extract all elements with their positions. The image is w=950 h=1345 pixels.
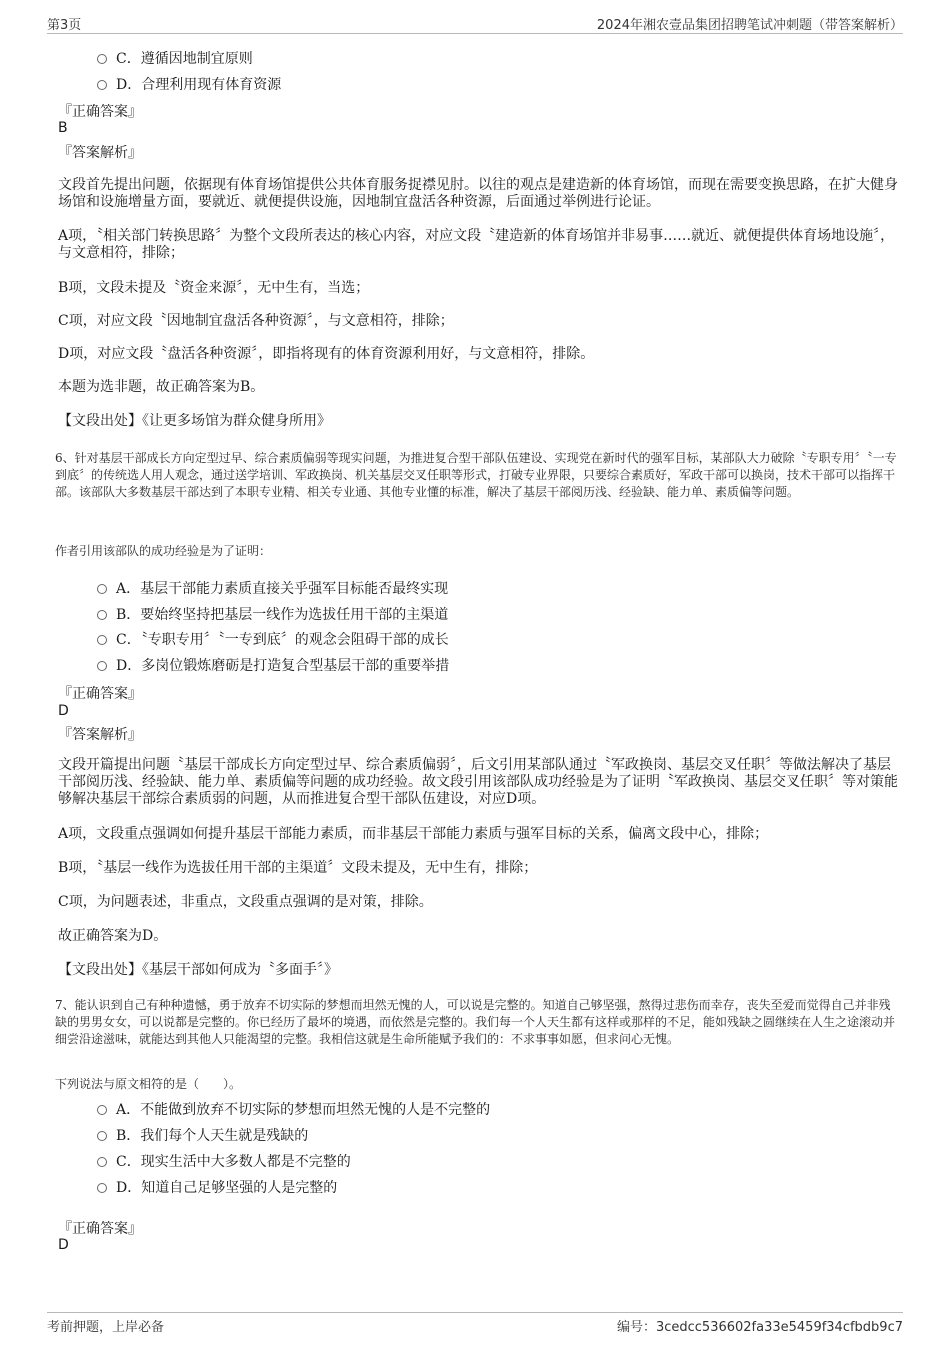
q6-analysis-label: 『答案解析』: [58, 727, 142, 743]
q6-stem: 6、针对基层干部成长方向定型过早、综合素质偏弱等现实问题，为推进复合型干部队伍建设、实现党在新时代的强军目标，某部队大力破除〝专职专用〞〝一专到底〞的传统选人用人观念，通过送学培训、军政换岗、机关基层交叉任职等形式，打破专业界限，只要综合素质好，军政干部可以换岗，技术干部可以指挥干部。该部队大多数基层干部达到了本职专业精、相关专业通、其他专业懂的标准，解决了基层干部阅历浅、经验缺、能力单、素质偏等问题。: [55, 451, 897, 499]
q6-question: 作者引用该部队的成功经验是为了证明：: [55, 544, 272, 558]
q6-source: 【文段出处】《基层干部如何成为〝多面手〞》: [58, 962, 338, 978]
q5-analysis-paragraph: D项，对应文段〝盘活各种资源〞，即指将现有的体育资源利用好，与文意相符，排除。: [58, 346, 595, 362]
footer-slogan: 考前押题，上岸必备: [47, 1320, 165, 1335]
radio-icon[interactable]: [97, 1105, 107, 1115]
document-title: 2024年湘农壹品集团招聘笔试冲刺题（带答案解析）: [596, 18, 903, 33]
q5-option-c[interactable]: C．遵循因地制宜原则: [97, 48, 253, 68]
radio-icon[interactable]: [97, 661, 107, 671]
q5-option-d[interactable]: D．合理利用现有体育资源: [97, 74, 281, 94]
q6-option-b[interactable]: B．要始终坚持把基层一线作为选拔任用干部的主渠道: [97, 604, 448, 624]
q6-analysis-paragraph: 故正确答案为D。: [58, 928, 168, 944]
q7-option-c[interactable]: C．现实生活中大多数人都是不完整的: [97, 1151, 351, 1171]
q5-analysis-paragraph: A项，〝相关部门转换思路〞为整个文段所表达的核心内容，对应文段〝建造新的体育场馆并非易事……就近、就便提供体育场地设施〞，与文意相符，排除；: [58, 228, 895, 261]
q5-analysis-paragraph: B项，文段未提及〝资金来源〞，无中生有，当选；: [58, 280, 370, 296]
q5-source: 【文段出处】《让更多场馆为群众健身所用》: [58, 413, 331, 429]
q7-answer-label: 『正确答案』: [58, 1221, 142, 1237]
q7-option-b[interactable]: B．我们每个人天生就是残缺的: [97, 1125, 308, 1145]
q5-analysis-label: 『答案解析』: [58, 145, 142, 161]
q7-stem: 7、能认识到自己有种种遗憾，勇于放弃不切实际的梦想而坦然无愧的人，可以说是完整的。知道自己够坚强，熬得过悲伤而幸存，丧失至爱而觉得自己并非残缺的男男女女，可以说都是完整的。你已经历了最坏的境遇，而依然是完整的。我们每一个人天生都有这样或那样的不足，能如残缺之圆继续在人生之途滚动并细尝沿途滋味，就能达到其他人只能渴望的完整。我相信这就是生命所能赋予我们的：不求事事如愿，但求问心无愧。: [55, 998, 896, 1046]
radio-icon[interactable]: [97, 635, 107, 645]
radio-icon[interactable]: [97, 1157, 107, 1167]
page-number: 第3页: [47, 18, 82, 33]
q6-answer-label: 『正确答案』: [58, 686, 142, 702]
q7-option-a[interactable]: A．不能做到放弃不切实际的梦想而坦然无愧的人是不完整的: [97, 1099, 490, 1119]
radio-icon[interactable]: [97, 584, 107, 594]
radio-icon[interactable]: [97, 54, 107, 64]
q6-analysis-paragraph: C项，为问题表述，非重点，文段重点强调的是对策，排除。: [58, 894, 433, 910]
radio-icon[interactable]: [97, 1183, 107, 1193]
q5-analysis-paragraph: 文段首先提出问题，依据现有体育场馆提供公共体育服务捉襟见肘。以往的观点是建造新的体育场馆，而现在需要变换思路，在扩大健身场馆和设施增量方面，要就近、就便提供设施，因地制宜盘活各种资源，后面通过举例进行论证。: [58, 177, 898, 210]
q7-option-d[interactable]: D．知道自己足够坚强的人是完整的: [97, 1177, 337, 1197]
q6-option-d[interactable]: D．多岗位锻炼磨砺是打造复合型基层干部的重要举措: [97, 655, 449, 675]
q5-analysis-paragraph: C项，对应文段〝因地制宜盘活各种资源〞，与文意相符，排除；: [58, 313, 454, 329]
q7-answer: D: [58, 1237, 69, 1253]
document-id: 编号：3cedcc536602fa33e5459f34cfbdb9c7: [616, 1320, 903, 1335]
q5-answer-label: 『正确答案』: [58, 104, 142, 120]
radio-icon[interactable]: [97, 80, 107, 90]
q6-analysis-paragraph: B项，〝基层一线作为选拔任用干部的主渠道〞文段未提及，无中生有，排除；: [58, 860, 538, 876]
q6-answer: D: [58, 703, 69, 719]
q5-analysis-paragraph: 本题为选非题，故正确答案为B。: [58, 379, 265, 395]
radio-icon[interactable]: [97, 1131, 107, 1141]
q6-analysis-paragraph: A项，文段重点强调如何提升基层干部能力素质，而非基层干部能力素质与强军目标的关系，偏离文段中心，排除；: [58, 826, 769, 842]
radio-icon[interactable]: [97, 610, 107, 620]
q6-option-a[interactable]: A．基层干部能力素质直接关乎强军目标能否最终实现: [97, 578, 448, 598]
q7-question: 下列说法与原文相符的是（ ）。: [55, 1077, 242, 1091]
q6-option-c[interactable]: C．〝专职专用〞〝一专到底〞的观念会阻碍干部的成长: [97, 629, 449, 649]
page-header: [47, 14, 903, 34]
page-footer: [47, 1312, 903, 1335]
q6-analysis-paragraph: 文段开篇提出问题〝基层干部成长方向定型过早、综合素质偏弱〞，后文引用某部队通过〝军政换岗、基层交叉任职〞等做法解决了基层干部阅历浅、经验缺、能力单、素质偏等问题的成功经验。故文段引用该部队成功经验是为了证明〝军政换岗、基层交叉任职〞等对策能够解决基层干部综合素质弱的问题，从而推进复合型干部队伍建设，对应D项。: [58, 757, 898, 807]
q5-answer: B: [58, 120, 68, 136]
